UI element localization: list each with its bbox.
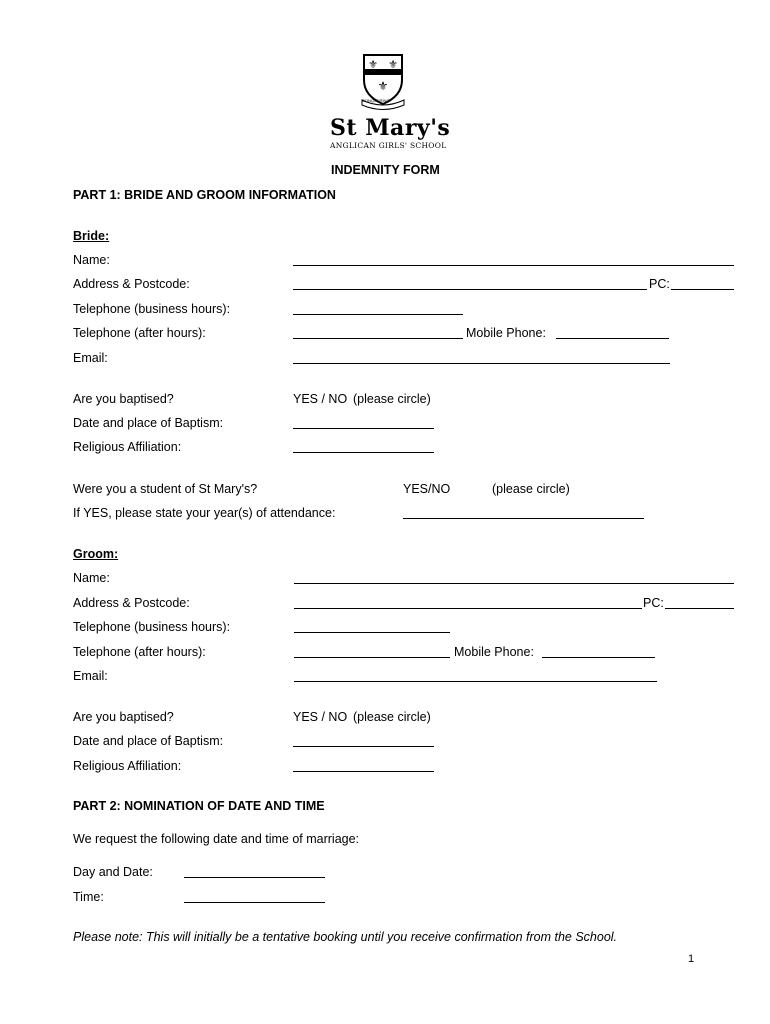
bride-email-label: Email: [73,351,108,365]
bride-tel-after-field[interactable] [293,338,463,339]
bride-heading: Bride: [73,229,110,243]
groom-name-label: Name: [73,571,110,585]
part1-heading: PART 1: BRIDE AND GROOM INFORMATION [73,188,336,202]
groom-tel-business-label: Telephone (business hours): [73,620,231,634]
groom-address-field[interactable] [294,608,642,609]
bride-attendance-label: If YES, please state your year(s) of attendance: [73,506,336,520]
groom-name-field[interactable] [294,583,734,584]
day-date-label: Day and Date: [73,865,153,879]
brand-name: St Mary's [330,115,451,141]
groom-baptised-options[interactable]: YES / NO [293,710,348,724]
bride-email-field[interactable] [293,363,670,364]
bride-pc-label: PC: [649,277,670,291]
svg-text:⚜: ⚜ [388,58,398,71]
bride-attendance-field[interactable] [403,518,644,519]
bride-tel-after-label: Telephone (after hours): [73,326,206,340]
bride-address-label: Address & Postcode: [73,277,190,291]
bride-address-field[interactable] [293,289,647,290]
bride-baptism-label: Date and place of Baptism: [73,416,224,430]
groom-pc-field[interactable] [665,608,734,609]
part2-heading: PART 2: NOMINATION OF DATE AND TIME [73,799,325,813]
bride-baptised-circle-note: (please circle) [353,392,431,406]
bride-pc-field[interactable] [671,289,734,290]
bride-baptised-options[interactable]: YES / NO [293,392,348,406]
groom-address-label: Address & Postcode: [73,596,190,610]
bride-mobile-field[interactable] [556,338,669,339]
day-date-field[interactable] [184,877,325,878]
groom-religious-label: Religious Affiliation: [73,759,182,773]
bride-student-label: Were you a student of St Mary's? [73,482,258,496]
bride-baptism-field[interactable] [293,428,434,429]
groom-tel-after-label: Telephone (after hours): [73,645,206,659]
groom-mobile-field[interactable] [542,657,655,658]
bride-tel-business-field[interactable] [293,314,463,315]
bride-mobile-label: Mobile Phone: [466,326,546,340]
svg-text:⚜: ⚜ [377,79,389,93]
bride-baptised-label: Are you baptised? [73,392,174,406]
bride-tel-business-label: Telephone (business hours): [73,302,231,316]
part2-request-text: We request the following date and time of marriage: [73,832,360,846]
groom-pc-label: PC: [643,596,664,610]
groom-baptised-label: Are you baptised? [73,710,174,724]
bride-religious-field[interactable] [293,452,434,453]
groom-baptism-field[interactable] [293,746,434,747]
bride-student-options[interactable]: YES/NO [403,482,451,496]
bride-religious-label: Religious Affiliation: [73,440,182,454]
bride-student-circle-note: (please circle) [492,482,570,496]
svg-text:⚜: ⚜ [368,58,378,71]
groom-email-label: Email: [73,669,108,683]
groom-heading: Groom: [73,547,119,561]
groom-mobile-label: Mobile Phone: [454,645,534,659]
groom-religious-field[interactable] [293,771,434,772]
groom-tel-business-field[interactable] [294,632,450,633]
groom-baptised-circle-note: (please circle) [353,710,431,724]
time-field[interactable] [184,902,325,903]
bride-name-field[interactable] [293,265,734,266]
brand-subtitle: ANGLICAN GIRLS' SCHOOL [330,141,447,150]
groom-tel-after-field[interactable] [294,657,450,658]
groom-email-field[interactable] [294,681,657,682]
page-number: 1 [688,953,695,965]
time-label: Time: [73,890,104,904]
crest-motto: CONQUERING [362,98,390,103]
booking-note: Please note: This will initially be a tentative booking until you receive confirmation from the School. [73,930,618,944]
groom-baptism-label: Date and place of Baptism: [73,734,224,748]
form-title: INDEMNITY FORM [331,163,440,177]
bride-name-label: Name: [73,253,110,267]
